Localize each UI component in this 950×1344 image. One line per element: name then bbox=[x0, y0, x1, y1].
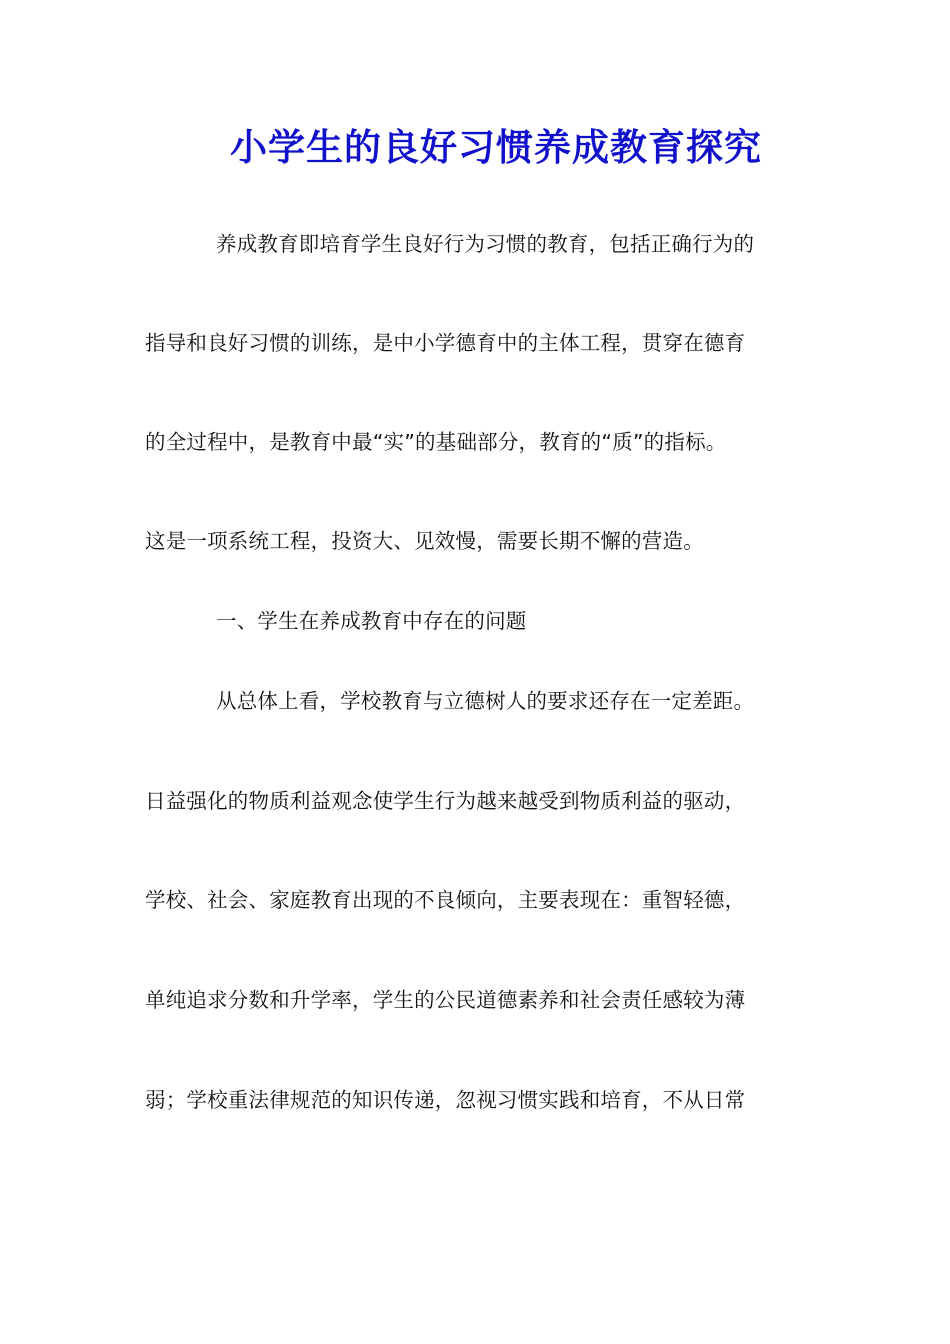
document-title: 小学生的良好习惯养成教育探究 bbox=[230, 125, 762, 169]
section-heading-1: 一、学生在养成教育中存在的问题 bbox=[216, 609, 527, 633]
paragraph-line-6: 日益强化的物质利益观念使学生行为越来越受到物质利益的驱动， bbox=[145, 789, 746, 813]
paragraph-line-7: 学校、社会、家庭教育出现的不良倾向，主要表现在：重智轻德， bbox=[145, 888, 746, 912]
paragraph-line-3: 的全过程中，是教育中最“实”的基础部分，教育的“质”的指标。 bbox=[145, 430, 727, 454]
paragraph-line-5: 从总体上看，学校教育与立德树人的要求还存在一定差距。 bbox=[216, 689, 755, 713]
paragraph-line-1: 养成教育即培育学生良好行为习惯的教育，包括正确行为的 bbox=[216, 232, 755, 256]
paragraph-line-8: 单纯追求分数和升学率，学生的公民道德素养和社会责任感较为薄 bbox=[145, 988, 746, 1012]
paragraph-line-4: 这是一项系统工程，投资大、见效慢，需要长期不懈的营造。 bbox=[145, 529, 704, 553]
paragraph-line-9: 弱；学校重法律规范的知识传递，忽视习惯实践和培育，不从日常 bbox=[145, 1088, 746, 1112]
paragraph-line-2: 指导和良好习惯的训练，是中小学德育中的主体工程，贯穿在德育 bbox=[145, 331, 746, 355]
